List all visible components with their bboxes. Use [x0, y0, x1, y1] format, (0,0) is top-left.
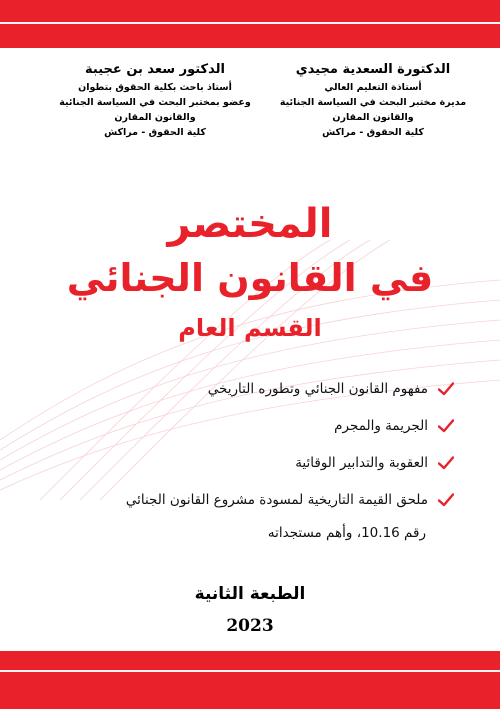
list-item-continuation: رقم 10.16، وأهم مستجداته [267, 525, 426, 541]
author-affiliation: والقانون المقارن [332, 112, 414, 123]
author-title: أستاذ باحث بكلية الحقوق بتطوان [78, 82, 232, 93]
list-item [34, 370, 454, 407]
list-item [34, 444, 454, 481]
list-item-text: ملحق القيمة التاريخية لمسودة مشروع القانون الجنائي [125, 491, 428, 508]
check-icon [438, 493, 454, 507]
publication-year: 2023 [226, 616, 274, 636]
check-icon [438, 419, 454, 433]
book-title: المختصر [167, 201, 333, 247]
list-item [34, 481, 454, 518]
list-item-text: الجريمة والمجرم [334, 417, 428, 434]
author-faculty: كلية الحقوق - مراكش [104, 127, 206, 138]
author-affiliation: وعضو بمختبر البحث في السياسة الجنائية [59, 97, 251, 108]
edition-label: الطبعة الثانية [194, 584, 306, 604]
contents-list [34, 370, 454, 518]
author-faculty: كلية الحقوق - مراكش [322, 127, 424, 138]
author-block-left [40, 60, 270, 140]
check-icon [438, 382, 454, 396]
check-icon [438, 456, 454, 470]
book-subtitle: في القانون الجنائي [66, 256, 434, 300]
bottom-band-white-stripe [0, 670, 500, 672]
author-title: أستاذة التعليم العالي [324, 82, 422, 93]
list-item-text: العقوبة والتدابير الوقائية [295, 454, 428, 471]
top-red-band [0, 0, 500, 48]
bottom-red-band [0, 651, 500, 709]
list-item-text: مفهوم القانون الجنائي وتطوره التاريخي [207, 380, 428, 397]
list-item [34, 407, 454, 444]
author-affiliation: مديرة مختبر البحث في السياسة الجنائية [279, 97, 467, 108]
author-name: الدكتور سعد بن عجيبة [85, 62, 225, 77]
book-part-title: القسم العام [178, 314, 322, 342]
author-name: الدكتورة السعدية مجيدي [295, 62, 451, 77]
top-band-white-stripe [0, 22, 500, 24]
author-block-right [258, 60, 488, 140]
author-affiliation: والقانون المقارن [114, 112, 196, 123]
